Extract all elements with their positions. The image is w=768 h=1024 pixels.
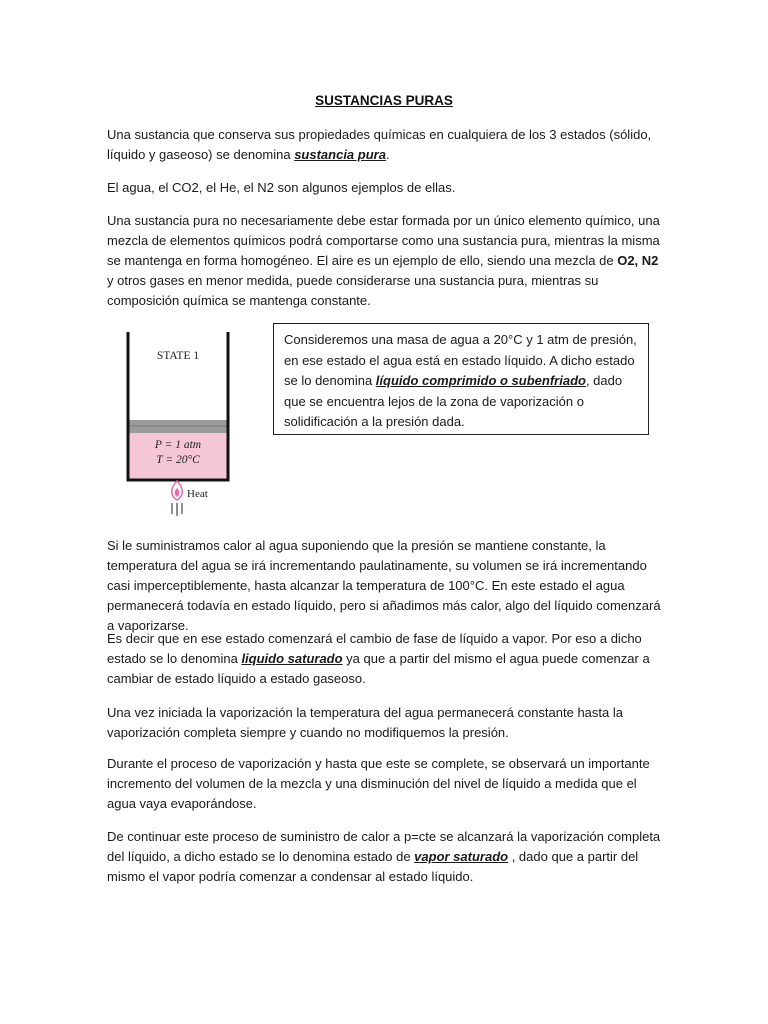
term-liquido-saturado: liquido saturado — [241, 651, 343, 666]
paragraph-definition: Una sustancia que conserva sus propiedades químicas en cualquiera de los 3 estados (sólido, líquido y gaseoso) se denomina sustancia pura. — [107, 127, 652, 162]
paragraph-constant-temperature: Una vez iniciada la vaporización la temperatura del agua permanecerá constante hasta la vaporización completa siempre y cuando no modifiquemos la presión. — [107, 705, 623, 740]
paragraph-saturated-liquid: Es decir que en ese estado comenzará el cambio de fase de líquido a vapor. Por eso a dicho estado se lo denomina liquido saturado ya que a partir del mismo el agua puede comenzar a cambiar de estado líquido a estado gaseoso. — [107, 631, 650, 686]
paragraph-heating: Si le suministramos calor al agua suponiendo que la presión se mantiene constante, la temperatura del agua se irá incrementando paulatinamente, su volumen se irá incrementando casi imperceptiblemente, hasta alcanzar la temperatura de 100°C. En este estado el agua permanecerá todavía en estado líquido, pero si añadimos más calor, algo del líquido comenzará a vaporizarse. — [107, 538, 661, 633]
state-label: STATE 1 — [156, 350, 200, 362]
paragraph-mixtures: Una sustancia pura no necesariamente debe estar formada por un único elemento químico, una mezcla de elementos químicos podrá comportarse como una sustancia pura, mientras la misma se mantenga en forma homogéneo. El aire es un ejemplo de ello, siendo una mezcla de O2, N2 y otros gases en menor medida, puede considerarse una sustancia pura, mientras su composición química se mantenga constante. — [107, 213, 660, 308]
term-sustancia-pura: sustancia pura — [294, 147, 386, 162]
paragraph-volume-increase: Durante el proceso de vaporización y hasta que este se complete, se observará un importante incremento del volumen de la mezcla y una disminución del nivel de líquido a medida que el agua vaya evaporándose. — [107, 756, 650, 811]
heat-label: Heat — [187, 488, 208, 500]
term-liquido-comprimido: líquido comprimido o subenfriado — [375, 373, 586, 388]
paragraph-saturated-vapor: De continuar este proceso de suministro de calor a p=cte se alcanzará la vaporización completa del líquido, a dicho estado se lo denomina estado de vapor saturado , dado que a partir del mismo el vapor podría comenzar a condensar al estado líquido. — [107, 829, 661, 884]
paragraph-examples: El agua, el CO2, el He, el N2 son algunos ejemplos de ellas. — [107, 180, 456, 195]
temperature-label: T = 20°C — [156, 454, 200, 466]
bold-o2-n2: O2, N2 — [617, 253, 659, 268]
piston-cylinder-figure — [107, 322, 255, 522]
term-vapor-saturado: vapor saturado — [414, 849, 509, 864]
state-callout-box: Consideremos una masa de agua a 20°C y 1 atm de presión, en ese estado el agua está en estado líquido. A dicho estado se lo denomina líquido comprimido o subenfriado, dado que se encuentra lejos de la zona de vaporización o solidificación a la presión dada. — [273, 323, 649, 435]
pressure-label: P = 1 atm — [154, 439, 202, 451]
piston-cylinder-diagram — [107, 322, 255, 522]
page-title: SUSTANCIAS PURAS — [315, 93, 453, 108]
